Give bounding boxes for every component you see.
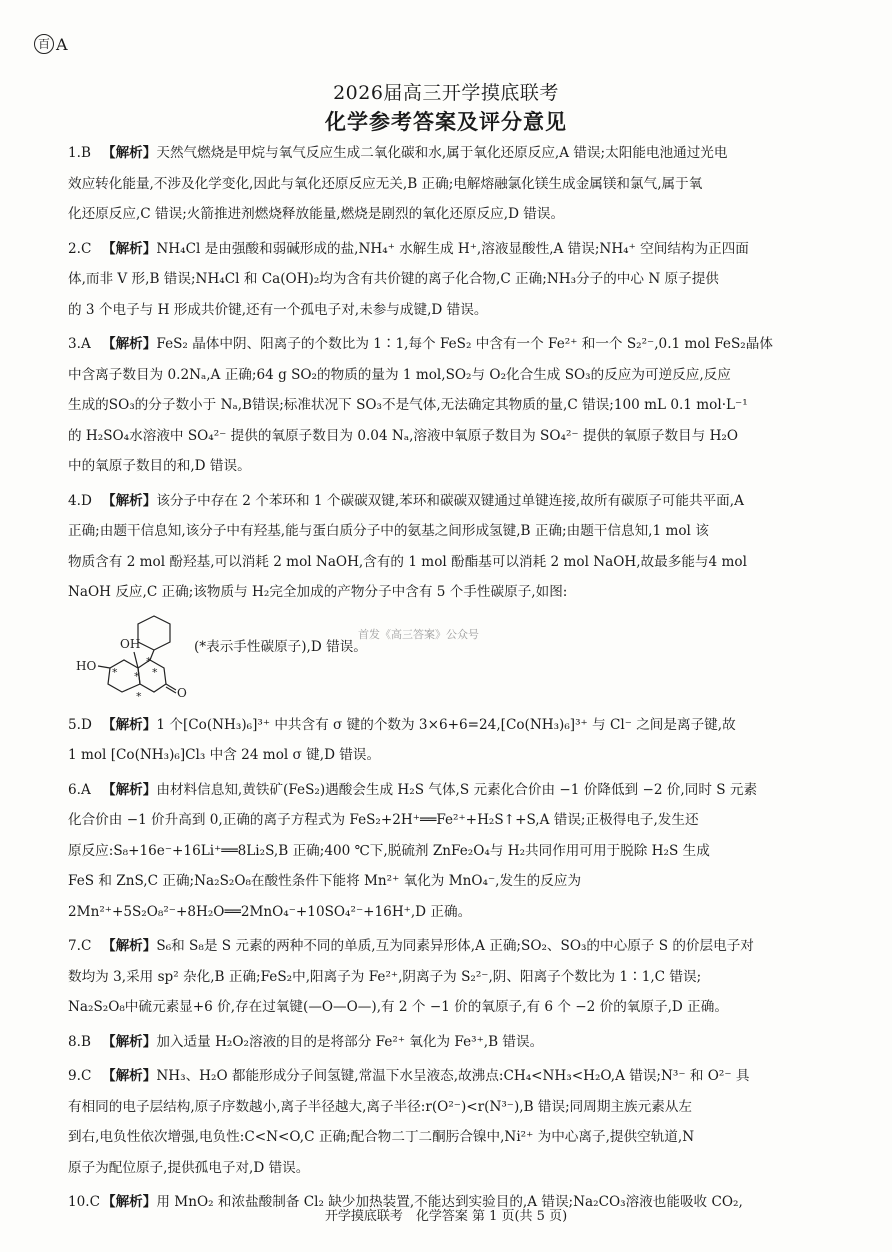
answer-item-4	[68, 486, 840, 706]
chiral-star: *	[134, 669, 140, 683]
page-footer: 开学摸底联考 化学答案 第 1 页(共 5 页)	[324, 1209, 568, 1224]
answer-item-7	[68, 931, 840, 1023]
answer-line: 由材料信息知,黄铁矿(FeS₂)遇酸会生成 H₂S 气体,S 元素化合价由 −1 价降低到 −2 价,同时 S 元素	[156, 781, 758, 798]
analysis-tag: 【解析】	[102, 145, 157, 161]
answer-line: NaOH 反应,C 正确;该物质与 H₂完全加成的产物分子中含有 5 个手性碳原子,如图:	[68, 584, 568, 600]
answer-line: Na₂S₂O₈中硫元素显+6 价,存在过氧键(—O—O—),有 2 个 −1 价的氧原子,有 6 个 −2 价的氧原子,D 正确。	[68, 999, 728, 1015]
exam-version-mark	[34, 34, 68, 54]
answer-item-1	[68, 138, 840, 230]
version-letter: A	[56, 34, 68, 54]
answer-number: 2.C	[68, 240, 92, 257]
analysis-tag: 【解析】	[102, 1033, 157, 1050]
answer-number: 5.D	[68, 716, 92, 733]
answer-line: 生成的SO₃的分子数小于 Nₐ,B错误;标准状况下 SO₃不是气体,无法确定其物质的量,C 错误;100 mL 0.1 mol·L⁻¹	[68, 397, 748, 413]
analysis-tag: 【解析】	[102, 1068, 157, 1084]
watermark: 首发《高三答案》公众号	[358, 627, 479, 641]
answer-line: 1 mol [Co(NH₃)₆]Cl₃ 中含 24 mol σ 键,D 错误。	[68, 747, 381, 763]
answer-line: 该分子中存在 2 个苯环和 1 个碳碳双键,苯环和碳碳双键通过单键连接,故所有碳原子可能共平面,A	[156, 492, 744, 509]
structure-drawing	[76, 610, 196, 706]
answer-number: 6.A	[68, 781, 91, 798]
cyclohexyl-ring	[138, 616, 170, 650]
answer-line: 加入适量 H₂O₂溶液的目的是将部分 Fe²⁺ 氧化为 Fe³⁺,B 错误。	[156, 1033, 544, 1050]
answer-line: 化合价由 −1 价升高到 0,正确的离子方程式为 FeS₂+2H⁺══Fe²⁺+H₂S↑+S,A 错误;正极得电子,发生还	[68, 812, 699, 828]
answer-line: 1 个[Co(NH₃)₆]³⁺ 中共含有 σ 键的个数为 3×6+6=24,[Co(NH₃)₆]³⁺ 与 Cl⁻ 之间是离子键,故	[156, 716, 736, 733]
chiral-star: *	[112, 665, 118, 679]
analysis-tag: 【解析】	[102, 492, 157, 509]
answer-line: FeS₂ 晶体中阴、阳离子的个数比为 1∶1,每个 FeS₂ 中含有一个 Fe²⁺ 和一个 S₂²⁻,0.1 mol FeS₂晶体	[156, 336, 773, 352]
version-circle: 百	[34, 34, 54, 54]
exam-title: 2026届高三开学摸底联考	[333, 82, 559, 104]
analysis-tag: 【解析】	[102, 240, 157, 257]
answer-line: 用 MnO₂ 和浓盐酸制备 Cl₂ 缺少加热装置,不能达到实验目的,A 错误;Na₂CO₃溶液也能吸收 CO₂,	[156, 1194, 743, 1210]
analysis-tag: 【解析】	[102, 336, 157, 352]
answer-item-6	[68, 775, 840, 928]
answer-number: 4.D	[68, 492, 92, 509]
answer-line: 效应转化能量,不涉及化学变化,因此与氧化还原反应无关,B 正确;电解熔融氯化镁生成金属镁和氯气,属于氧	[68, 175, 703, 192]
answer-line: 中的氧原子数目的和,D 错误。	[68, 458, 251, 474]
answer-number: 10.C	[68, 1194, 101, 1210]
ketone-oxygen-label: O	[177, 685, 187, 700]
answer-line: 正确;由题干信息知,该分子中有羟基,能与蛋白质分子中的氨基之间形成氢键,B 正确;由题干信息知,1 mol 该	[68, 523, 709, 539]
answer-item-9	[68, 1061, 840, 1183]
answer-line: 数均为 3,采用 sp² 杂化,B 正确;FeS₂中,阳离子为 Fe²⁺,阴离子为 S₂²⁻,阴、阳离子个数比为 1∶1,C 错误;	[68, 968, 702, 985]
answer-line: 中含离子数目为 0.2Nₐ,A 正确;64 g SO₂的物质的量为 1 mol,SO₂与 O₂化合生成 SO₃的反应为可逆反应,反应	[68, 366, 731, 383]
answer-item-8	[68, 1027, 840, 1058]
chiral-note: (*表示手性碳原子),D 错误。	[194, 638, 367, 655]
answer-item-2	[68, 234, 840, 326]
answer-item-3	[68, 329, 840, 482]
answer-line: S₆和 S₈是 S 元素的两种不同的单质,互为同素异形体,A 正确;SO₂、SO₃的中心原子 S 的价层电子对	[156, 938, 754, 954]
answer-line: NH₃、H₂O 都能形成分子间氢键,常温下水呈液态,故沸点:CH₄<NH₃<H₂O,A 错误;N³⁻ 和 O²⁻ 具	[156, 1068, 750, 1084]
analysis-tag: 【解析】	[102, 781, 157, 798]
answer-content	[68, 138, 840, 1222]
document-title: 化学参考答案及评分意见	[325, 110, 567, 134]
answer-line: NH₄Cl 是由强酸和弱碱形成的盐,NH₄⁺ 水解生成 H⁺,溶液显酸性,A 错误;NH₄⁺ 空间结构为正四面	[156, 240, 749, 257]
answer-line: 体,而非 V 形,B 错误;NH₄Cl 和 Ca(OH)₂均为含有共价键的离子化合物,C 正确;NH₃分子的中心 N 原子提供	[68, 271, 719, 287]
chiral-structure-figure	[76, 610, 840, 706]
answer-line: 的 H₂SO₄水溶液中 SO₄²⁻ 提供的氧原子数目为 0.04 Nₐ,溶液中氧原子数目为 SO₄²⁻ 提供的氧原子数目与 H₂O	[68, 427, 739, 444]
answer-number: 7.C	[68, 938, 92, 954]
chiral-star: *	[152, 665, 158, 679]
answer-line: 的 3 个电子与 H 形成共价键,还有一个孤电子对,未参与成键,D 错误。	[68, 301, 488, 318]
analysis-tag: 【解析】	[102, 938, 157, 954]
analysis-tag: 【解析】	[102, 1194, 157, 1210]
answer-number: 8.B	[68, 1033, 91, 1050]
answer-number: 9.C	[68, 1068, 92, 1084]
answer-number: 1.B	[68, 145, 91, 161]
answer-number: 3.A	[68, 336, 91, 352]
hydroxyl-left-label: HO	[76, 658, 97, 673]
hydroxyl-top-label: OH	[120, 636, 141, 651]
answer-line: 物质含有 2 mol 酚羟基,可以消耗 2 mol NaOH,含有的 1 mol 酚酯基可以消耗 2 mol NaOH,故最多能与4 mol	[68, 553, 747, 570]
answer-line: 原反应:S₈+16e⁻+16Li⁺══8Li₂S,B 正确;400 ℃下,脱硫剂 ZnFe₂O₄与 H₂共同作用可用于脱除 H₂S 生成	[68, 842, 710, 859]
chiral-star: *	[136, 689, 142, 703]
answer-line: 到右,电负性依次增强,电负性:C<N<O,C 正确;配合物二丁二酮肟合镍中,Ni²⁺ 为中心离子,提供空轨道,N	[68, 1129, 695, 1145]
answer-line: FeS 和 ZnS,C 正确;Na₂S₂O₈在酸性条件下能将 Mn²⁺ 氧化为 MnO₄⁻,发生的反应为	[68, 873, 582, 889]
answer-line: 化还原反应,C 错误;火箭推进剂燃烧释放能量,燃烧是剧烈的氧化还原反应,D 错误。	[68, 206, 565, 222]
chiral-star: *	[146, 654, 152, 668]
answer-item-5	[68, 710, 840, 771]
analysis-tag: 【解析】	[102, 716, 157, 733]
answer-line: 天然气燃烧是甲烷与氧气反应生成二氧化碳和水,属于氧化还原反应,A 错误;太阳能电池通过光电	[156, 145, 728, 161]
answer-line: 2Mn²⁺+5S₂O₈²⁻+8H₂O══2MnO₄⁻+10SO₄²⁻+16H⁺,D 正确。	[68, 903, 472, 920]
answer-line: 有相同的电子层结构,原子序数越小,离子半径越大,离子半径:r(O²⁻)<r(N³⁻),B 错误;同周期主族元素从左	[68, 1098, 693, 1115]
answer-line: 原子为配位原子,提供孤电子对,D 错误。	[68, 1159, 310, 1176]
